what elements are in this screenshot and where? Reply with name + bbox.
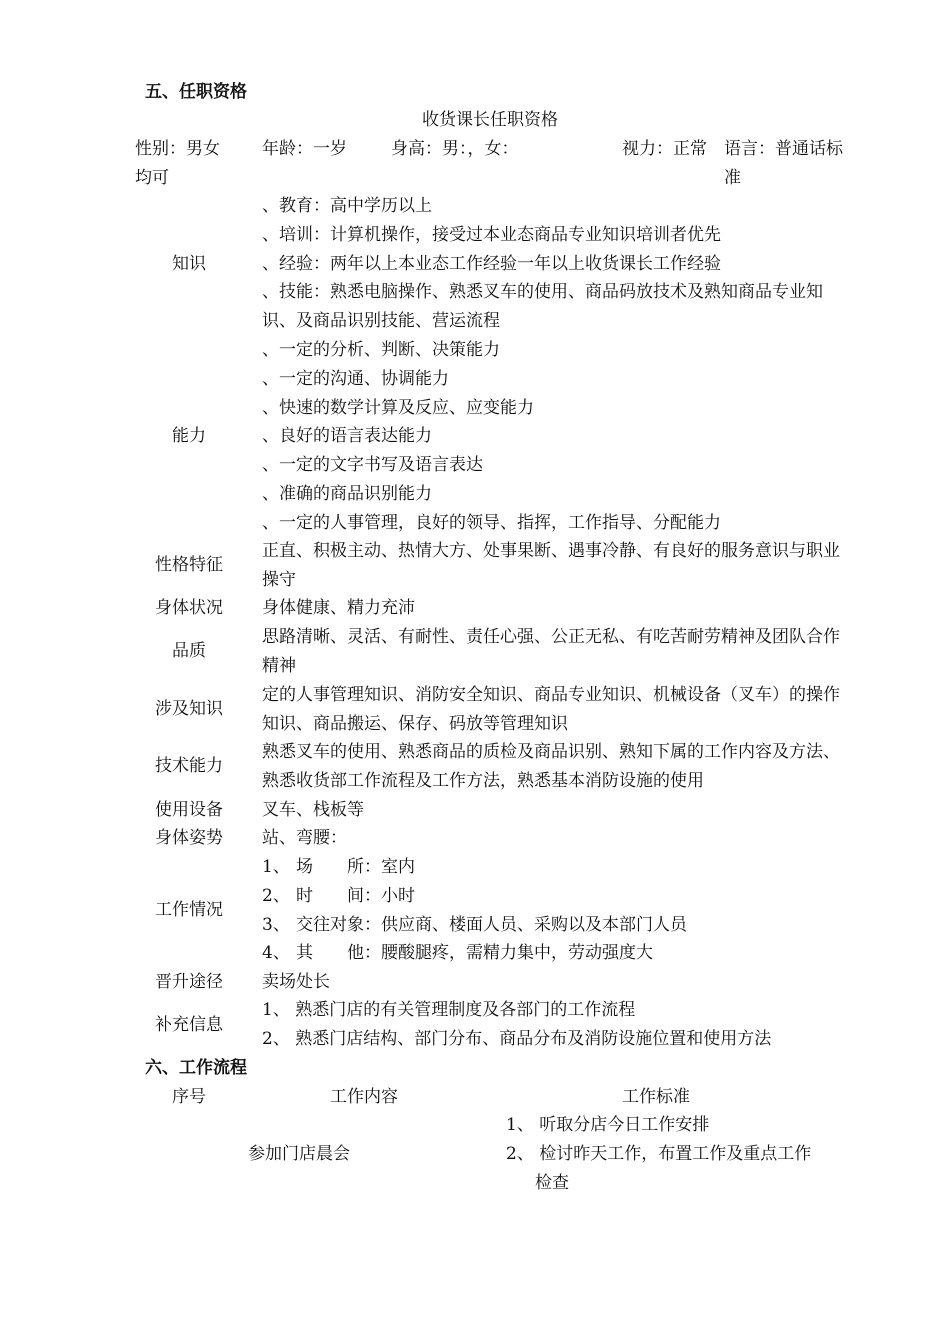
- knowledge-label: 知识: [172, 254, 206, 274]
- work-condition-item: [262, 911, 842, 940]
- item-number: 4、: [262, 943, 290, 964]
- section-heading: 六、工作流程: [145, 1058, 247, 1078]
- item-value: 小时: [381, 885, 415, 906]
- item-key: 其 他：: [296, 943, 381, 964]
- item-value: 室内: [381, 857, 415, 877]
- work-conditions-content: [262, 853, 842, 968]
- posture-label: 身体姿势: [155, 828, 223, 848]
- work-condition-item: [262, 882, 842, 911]
- vision-cell: 视力：正常: [622, 139, 707, 159]
- ability-item: 、一定的分析、判断、决策能力: [262, 340, 500, 360]
- supplement-label: 补充信息: [155, 1015, 223, 1035]
- supplement-item: 2、 熟悉门店结构、部门分布、商品分布及消防设施位置和使用方法: [262, 1028, 772, 1049]
- supplement-item: 1、 熟悉门店的有关管理制度及各部门的工作流程: [262, 1000, 636, 1020]
- work-condition-item: [262, 853, 842, 882]
- ability-item: 、快速的数学计算及反应、应变能力: [262, 397, 534, 418]
- knowledge-item: 、经验：两年以上本业态工作经验一年以上收货课长工作经验: [262, 253, 721, 274]
- posture-text: 站、弯腰：: [262, 828, 347, 848]
- item-value: 腰酸腿疼，需精力集中，劳动强度大: [381, 943, 653, 964]
- physical-label: 身体状况: [155, 598, 223, 618]
- item-key: 场 所：: [296, 857, 381, 877]
- workflow-header-seq: 序号: [172, 1087, 206, 1107]
- workflow-header-standard: 工作标准: [622, 1087, 690, 1107]
- work-conditions-label: 工作情况: [155, 900, 223, 920]
- workflow-header-content: 工作内容: [330, 1087, 398, 1107]
- item-number: 1、: [262, 857, 290, 877]
- knowledge-item: 、技能：熟悉电脑操作、熟悉叉车的使用、商品码放技术及熟知商品专业知识、及商品识别技能、营运流程: [262, 282, 823, 332]
- item-key: 时 间：: [296, 885, 381, 906]
- knowledge-item: 、培训：计算机操作，接受过本业态商品专业知识培训者优先: [262, 224, 721, 245]
- item-number: 3、: [262, 914, 290, 935]
- tech-ability-label: 技术能力: [155, 756, 223, 776]
- personality-text: 正直、积极主动、热情大方、处事果断、遇事冷静、有良好的服务意识与职业操守: [262, 541, 840, 590]
- ability-item: 、一定的沟通、协调能力: [262, 368, 449, 389]
- related-knowledge-text: 定的人事管理知识、消防安全知识、商品专业知识、机械设备（叉车）的操作知识、商品搬运、保存、码放等管理知识: [262, 685, 840, 734]
- language-cell: 语言：普通话标准: [724, 139, 843, 188]
- promotion-text: 卖场处长: [262, 972, 330, 992]
- workflow-row-standards: [506, 1111, 816, 1197]
- ability-item: 、准确的商品识别能力: [262, 483, 432, 504]
- ability-item: 、一定的人事管理，良好的领导、指挥，工作指导、分配能力: [262, 512, 721, 533]
- section-heading: 五、任职资格: [145, 82, 247, 102]
- age-cell: 年龄：一岁: [262, 139, 347, 159]
- quality-text: 思路清晰、灵活、有耐性、责任心强、公正无私、有吃苦耐劳精神及团队合作精神: [262, 627, 840, 676]
- supplement-content: [262, 996, 842, 1054]
- workflow-standard-item: 1、 听取分店今日工作安排: [506, 1115, 710, 1135]
- item-key: 交往对象：: [296, 914, 381, 935]
- workflow-standard-item: 2、 检讨昨天工作，布置工作及重点工作检查: [506, 1143, 812, 1193]
- height-cell: 身高：男：，女：: [391, 139, 519, 159]
- equipment-text: 叉车、栈板等: [262, 800, 364, 820]
- tech-ability-text: 熟悉叉车的使用、熟悉商品的质检及商品识别、熟知下属的工作内容及方法、熟悉收货部工作流程及工作方法，熟悉基本消防设施的使用: [262, 742, 840, 791]
- workflow-row-content: 参加门店晨会: [248, 1144, 350, 1164]
- promotion-label: 晋升途径: [155, 972, 223, 992]
- gender-cell: 性别：男女均可: [135, 139, 220, 188]
- work-condition-item: [262, 939, 842, 968]
- ability-content: [262, 336, 842, 538]
- knowledge-item: 、教育：高中学历以上: [262, 196, 432, 216]
- personality-label: 性格特征: [155, 555, 223, 575]
- physical-text: 身体健康、精力充沛: [262, 598, 415, 618]
- item-value: 供应商、楼面人员、采购以及本部门人员: [381, 914, 687, 935]
- ability-label: 能力: [172, 426, 206, 446]
- knowledge-content: [262, 192, 842, 336]
- related-knowledge-label: 涉及知识: [155, 699, 223, 719]
- quality-label: 品质: [172, 641, 206, 661]
- equipment-label: 使用设备: [155, 800, 223, 820]
- item-number: 2、: [262, 885, 290, 906]
- ability-item: 、良好的语言表达能力: [262, 426, 432, 447]
- table-title: 收货课长任职资格: [422, 110, 558, 130]
- ability-item: 、一定的文字书写及语言表达: [262, 455, 483, 476]
